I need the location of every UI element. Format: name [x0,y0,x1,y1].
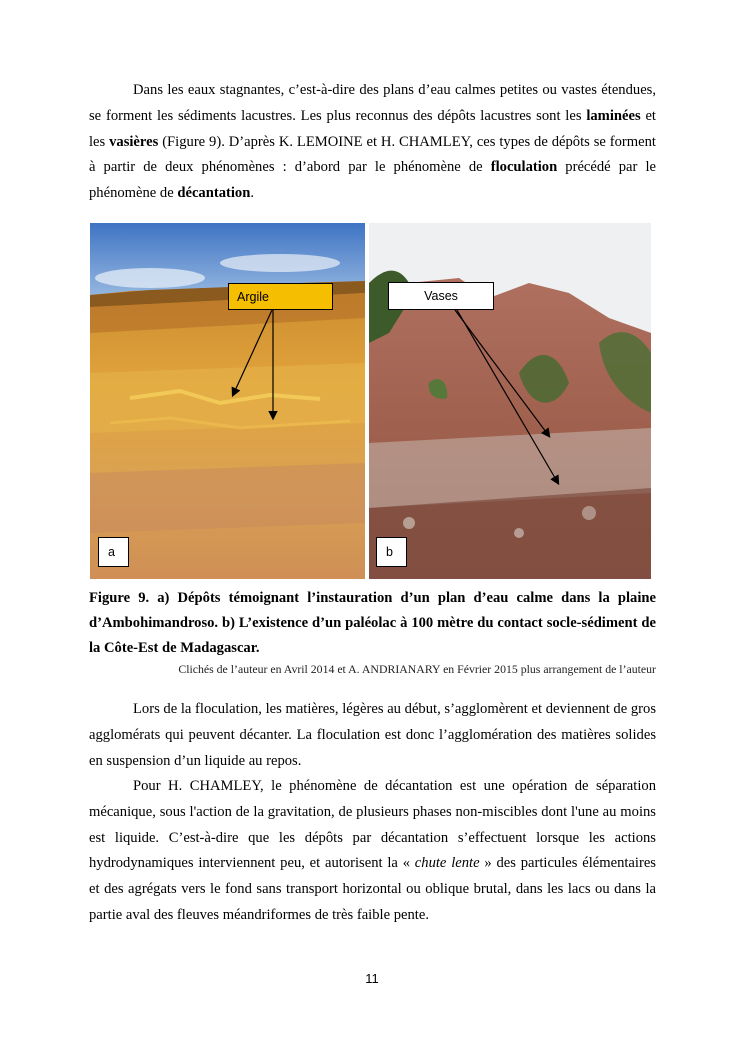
figure-9 [90,223,651,579]
text-span: précédé par le phénomène de [89,159,656,202]
panel-label-b-text: b [386,545,393,559]
bold-term-decantation: décantation [177,185,251,202]
text-span: (Figure 9). D’après K. LEMOINE et H. CHAMLEY, ces types de dépôts se forment à partir de deux phénomènes : d’abord par le phénomène de [89,133,656,176]
text-span: Pour H. CHAMLEY, le phénomène de décantation est une opération de séparation mécanique, sous l'action de la gravitation, de plusieurs phases non-miscibles dont l'une au moins est liquide. C’est-à-dire que les dépôts par décantation s’effectuent lorsque les actions hydrodynamiques interviennent peu, et autorisent la « [89,778,656,872]
panel-label-b [376,537,407,567]
figure-credit: Clichés de l’auteur en Avril 2014 et A. ANDRIANARY en Février 2015 plus arrangement de l’auteur [178,662,656,676]
italic-term-chute-lente: chute lente [414,855,480,872]
bold-term-floculation: floculation [490,159,558,176]
paragraph-decantation [89,774,656,929]
text-span: et les [89,107,656,150]
label-argile [228,283,333,310]
label-vases-text: Vases [424,289,458,303]
label-argile-text: Argile [237,289,269,304]
text-span: . [250,185,254,202]
bold-term-vasieres: vasières [109,133,159,150]
arrow-argile-1 [233,310,272,395]
figure-caption: Figure 9. a) Dépôts témoignant l’instauration d’un plan d’eau calme dans la plaine d’Ambohimandroso. b) L’existence d’un paléolac à 100 mètre du contact socle-sédiment de la Côte-Est de Madagascar. [89,590,656,656]
arrow-vases-1 [455,310,549,436]
text-span: » des particules élémentaires et des agrégats vers le fond sans transport horizontal ou oblique brutal, dans les lacs ou dans la partie aval des fleuves méandriformes de très faible pente. [89,855,656,923]
panel-label-a-text: a [108,545,115,559]
arrows-overlay [90,223,651,579]
label-vases [388,282,494,310]
paragraph-lacustrine-sediments [89,78,656,207]
page-number: 11 [365,971,379,986]
paragraph-floculation: Lors de la floculation, les matières, légères au début, s’agglomèrent et deviennent de gros agglomérats qui peuvent décanter. La floculation est donc l’agglomération des matières solides en suspension d’un liquide au repos. [89,701,656,769]
bold-term-laminees: laminées [586,107,641,124]
panel-label-a [98,537,129,567]
arrow-vases-2 [457,310,558,483]
text-span: Dans les eaux stagnantes, c’est-à-dire des plans d’eau calmes petites ou vastes étendues, se forment les sédiments lacustres. Les plus reconnus des dépôts lacustres sont les [89,82,656,124]
